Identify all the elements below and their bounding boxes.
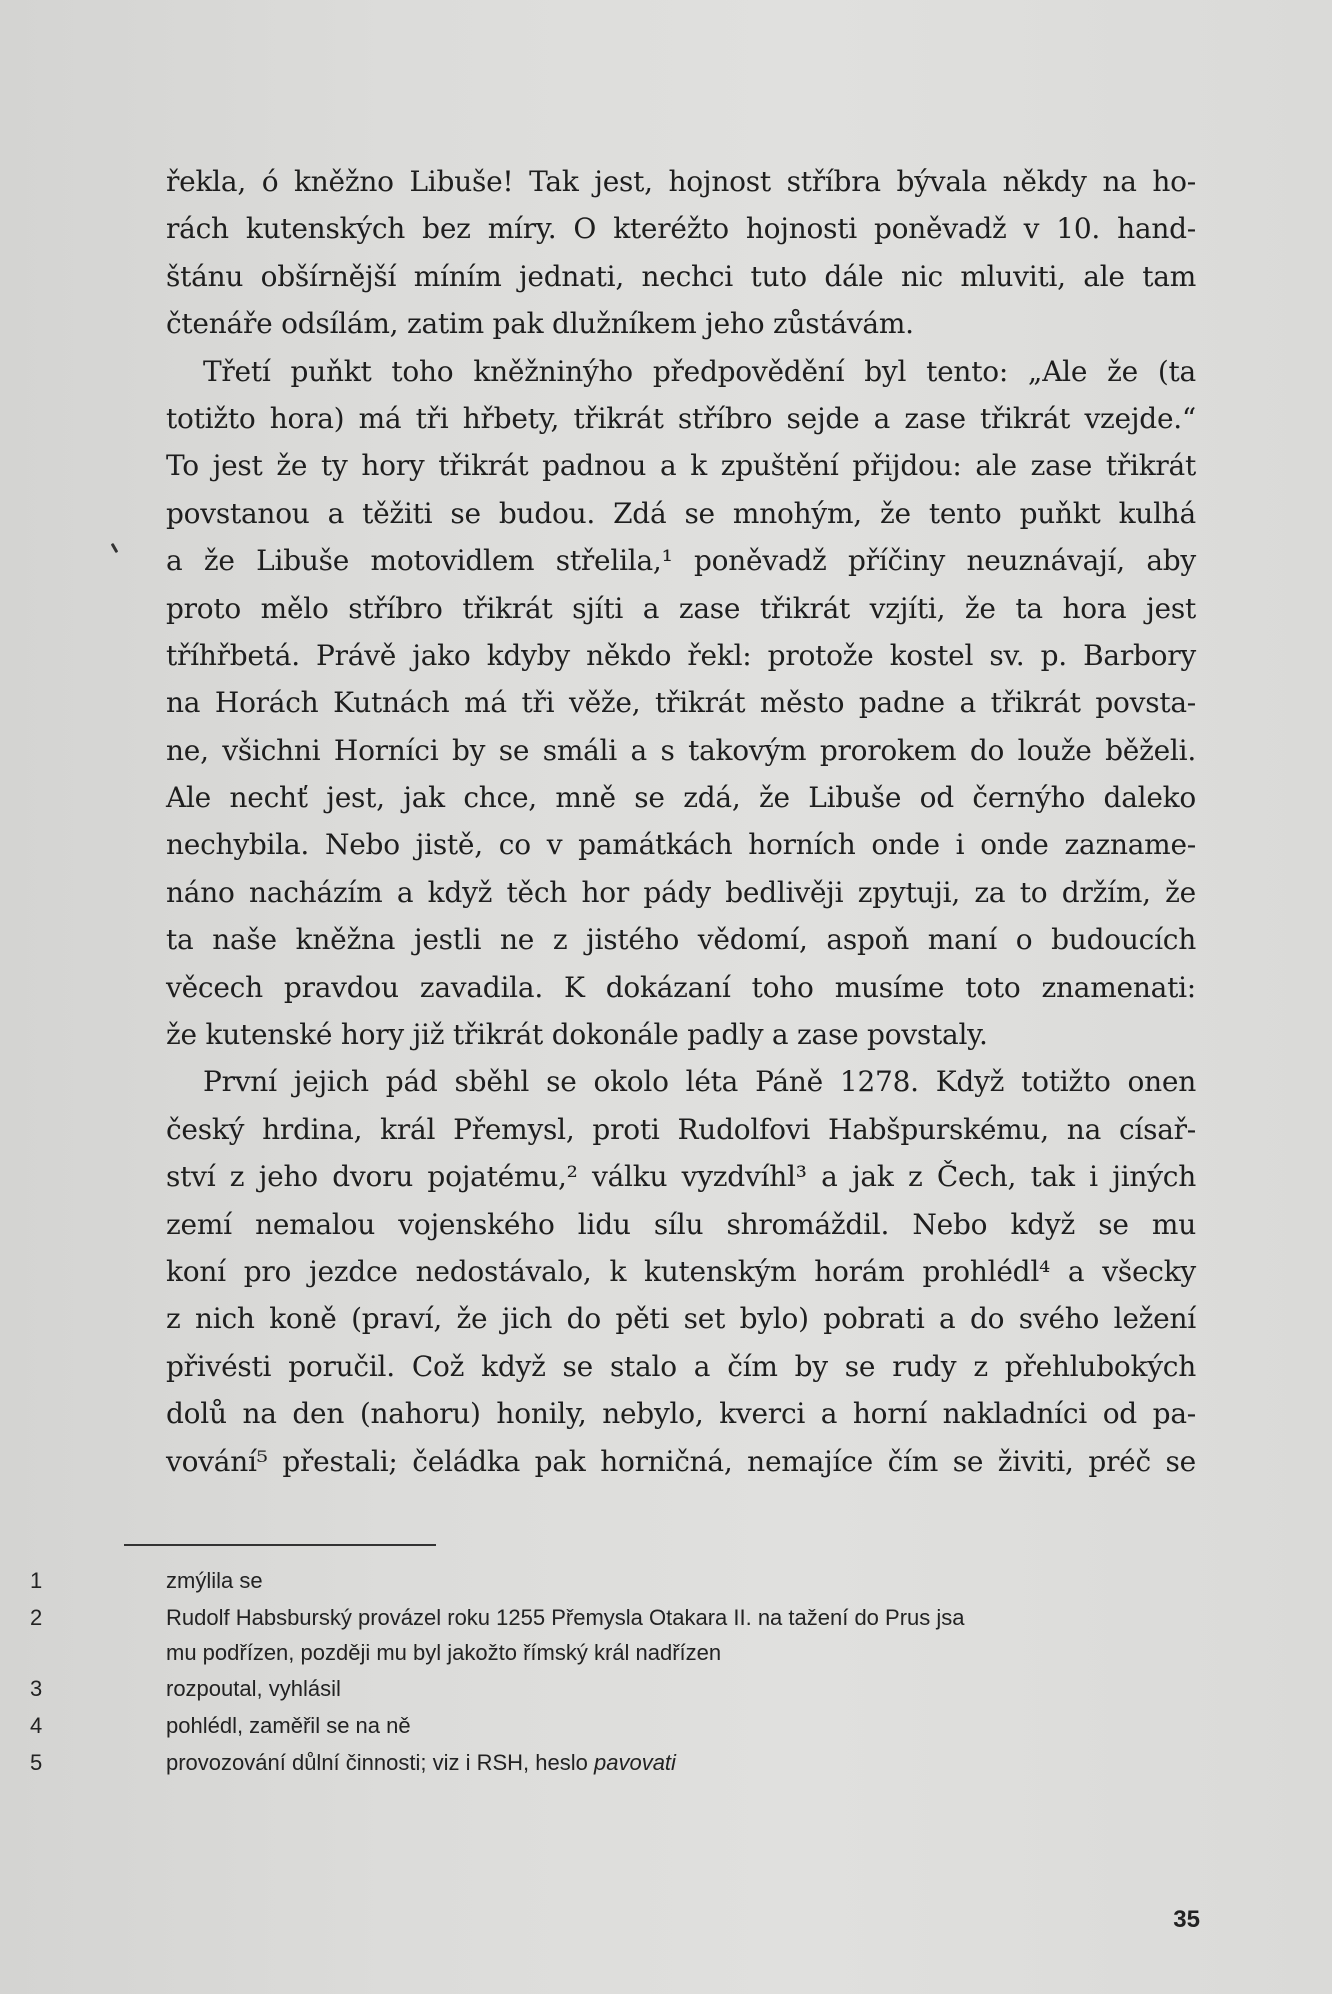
footnote bbox=[30, 1599, 1196, 1670]
text-line: na Horách Kutnách má tři věže, třikrát město padne a třikrát povsta- bbox=[166, 686, 1196, 720]
footnote-text: rozpoutal, vyhlásil bbox=[166, 1676, 341, 1701]
text-line: řekla, ó kněžno Libuše! Tak jest, hojnost stříbra bývala někdy na ho- bbox=[166, 165, 1196, 198]
footnote-number: 3 bbox=[30, 1676, 43, 1701]
text-line: věcech pravdou zavadila. K dokázaní toho musíme toto znamenati: bbox=[166, 970, 1196, 1004]
text-line: náno nacházím a když těch hor pády bedlivěji zpytuji, za to držím, že bbox=[166, 875, 1196, 909]
text-line: že kutenské hory již třikrát dokonále padly a zase povstaly. bbox=[166, 1018, 988, 1052]
footnote-text: provozování důlní činnosti; viz i RSH, heslo bbox=[166, 1750, 594, 1775]
text-line: ne, všichni Horníci by se smáli a s takovým prorokem do louže běželi. bbox=[166, 733, 1196, 767]
margin-mark bbox=[111, 543, 119, 553]
text-line: koní pro jezdce nedostávalo, k kutenským horám prohlédl⁴ a všecky bbox=[166, 1254, 1196, 1288]
footnote-number: 4 bbox=[30, 1713, 43, 1738]
footnote-text: zmýlila se bbox=[166, 1568, 263, 1593]
page-number: 35 bbox=[1173, 1906, 1200, 1933]
text-line: dolů na den (nahoru) honily, nebylo, kverci a horní nakladníci od pa- bbox=[166, 1397, 1196, 1431]
footnote bbox=[30, 1562, 1196, 1599]
text-line: rách kutenských bez míry. O kteréžto hojnosti poněvadž v 10. hand- bbox=[166, 212, 1196, 246]
text-line: ství z jeho dvoru pojatému,² válku vyzdvíhl³ a jak z Čech, tak i jiných bbox=[166, 1160, 1196, 1194]
text-line: ta naše kněžna jestli ne z jistého vědomí, aspoň maní o budoucích bbox=[166, 923, 1196, 957]
footnote bbox=[30, 1744, 1196, 1781]
footnote-text: Rudolf Habsburský provázel roku 1255 Přemysla Otakara II. na tažení do Prus jsa bbox=[166, 1605, 965, 1630]
footnote bbox=[30, 1670, 1196, 1707]
text-line: zemí nemalou vojenského lidu sílu shromáždil. Nebo když se mu bbox=[166, 1207, 1196, 1241]
footnotes bbox=[30, 1562, 1196, 1781]
footnote-text: pohlédl, zaměřil se na ně bbox=[166, 1713, 411, 1738]
text-line: český hrdina, král Přemysl, proti Rudolfovi Habšpurskému, na císař- bbox=[166, 1112, 1196, 1146]
footnote-number: 1 bbox=[30, 1568, 43, 1593]
text-line: proto mělo stříbro třikrát sjíti a zase třikrát vzjíti, že ta hora jest bbox=[166, 591, 1196, 625]
text-line: povstanou a těžiti se budou. Zdá se mnohým, že tento puňkt kulhá bbox=[166, 496, 1196, 530]
text-line: To jest že ty hory třikrát padnou a k zpuštění přijdou: ale zase třikrát bbox=[166, 449, 1196, 483]
text-line: štánu obšírnější míním jednati, nechci tuto dále nic mluviti, ale tam bbox=[166, 259, 1196, 293]
main-text bbox=[166, 158, 1196, 1485]
footnote-divider bbox=[124, 1544, 436, 1546]
footnote-number: 2 bbox=[30, 1605, 43, 1630]
text-line: přivésti poručil. Což když se stalo a čím by se rudy z přehlubokých bbox=[166, 1349, 1196, 1383]
footnote bbox=[30, 1707, 1196, 1744]
footnote-italic-term: pavovati bbox=[593, 1750, 676, 1775]
footnote-number: 5 bbox=[30, 1750, 43, 1775]
text-line: a že Libuše motovidlem střelila,¹ poněvadž příčiny neuznávají, aby bbox=[166, 544, 1196, 578]
text-line: vování⁵ přestali; čeládka pak horničná, nemajíce čím se živiti, préč se bbox=[166, 1444, 1196, 1478]
text-line: tříhřbetá. Právě jako kdyby někdo řekl: protože kostel sv. p. Barbory bbox=[166, 638, 1196, 672]
text-line: Třetí puňkt toho kněžninýho předpovědění byl tento: „Ale že (ta bbox=[203, 354, 1196, 388]
text-line: z nich koně (praví, že jich do pěti set bylo) pobrati a do svého ležení bbox=[166, 1302, 1196, 1336]
text-line: nechybila. Nebo jistě, co v památkách horních onde i onde zazname- bbox=[166, 828, 1196, 862]
text-line: čtenáře odsílám, zatim pak dlužníkem jeho zůstávám. bbox=[166, 307, 914, 341]
text-line: Ale nechť jest, jak chce, mně se zdá, že Libuše od černýho daleko bbox=[166, 781, 1196, 815]
text-line: totižto hora) má tři hřbety, třikrát stříbro sejde a zase třikrát vzejde.“ bbox=[166, 401, 1196, 435]
footnote-text-continued: mu podřízen, později mu byl jakožto římský král nadřízen bbox=[166, 1640, 722, 1665]
text-line: První jejich pád sběhl se okolo léta Páně 1278. Když totižto onen bbox=[203, 1065, 1196, 1099]
